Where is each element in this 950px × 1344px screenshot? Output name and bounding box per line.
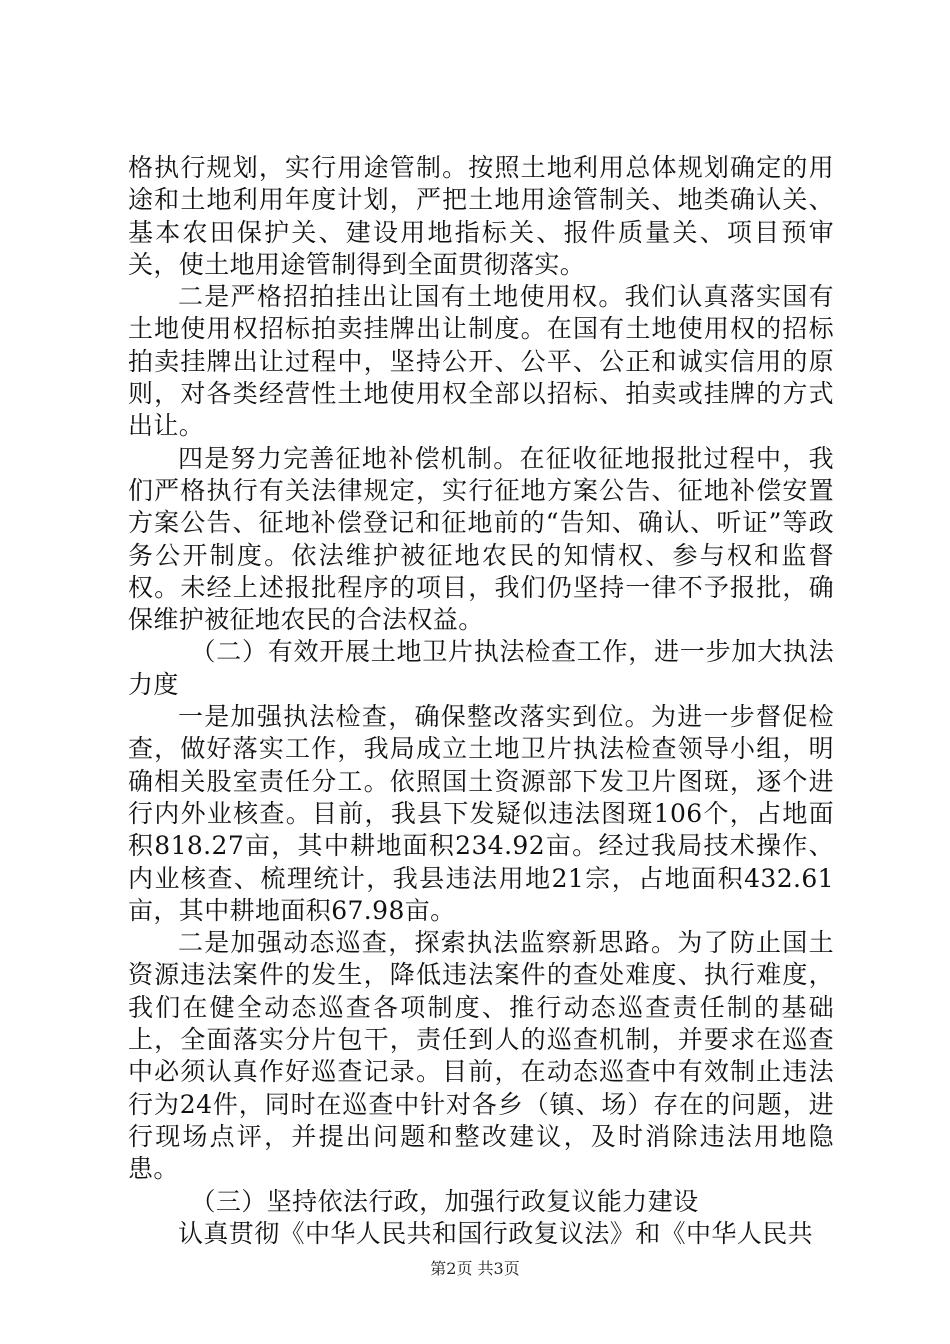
section-heading-3: （三）坚持依法行政，加强行政复议能力建设 (190, 1186, 699, 1216)
paragraph-dynamic-patrol: 二是加强动态巡查，探索执法监察新思路。为了防止国土资源违法案件的发生，降低违法案件的查处难度、执行难度，我们在健全动态巡查各项制度、推行动态巡查责任制的基础上，全面落实分片包干，责任到人的巡查机制，并要求在巡查中必须认真作好巡查记录。目前，在动态巡查中有效制止违法行为24件，同时在巡查中针对各乡（镇、场）存在的问题，进行现场点评，并提出问题和整改建议，及时消除违法用地隐患。 (128, 928, 834, 1184)
paragraph-administrative-review: 认真贯彻《中华人民共和国行政复议法》和《中华人民共 (178, 1218, 814, 1248)
paragraph-law-enforcement-inspection: 一是加强执法检查，确保整改落实到位。为进一步督促检查，做好落实工作，我局成立土地卫片执法检查领导小组，明确相关股室责任分工。依照国土资源部下发卫片图斑，逐个进行内外业核查。目前，我县下发疑似违法图斑106个，占地面积818.27亩，其中耕地面积234.92亩。经过我局技术操作、内业核查、梳理统计，我县违法用地21宗，占地面积432.61亩，其中耕地面积67.98亩。 (128, 702, 834, 925)
document-body (128, 152, 834, 1250)
page-number-footer: 第2页 共3页 (430, 1259, 520, 1278)
paragraph-continuation: 格执行规划，实行用途管制。按照土地利用总体规划确定的用途和土地利用年度计划，严把土地用途管制关、地类确认关、基本农田保护关、建设用地指标关、报件质量关、项目预审关，使土地用途管制得到全面贯彻落实。 (128, 153, 834, 279)
paragraph-compensation-mechanism: 四是努力完善征地补偿机制。在征收征地报批过程中，我们严格执行有关法律规定，实行征地方案公告、征地补偿安置方案公告、征地补偿登记和征地前的“告知、确认、听证”等政务公开制度。依法维护被征地农民的知情权、参与权和监督权。未经上述报批程序的项目，我们仍坚持一律不予报批，确保维护被征地农民的合法权益。 (128, 443, 834, 635)
paragraph-bidding-auction: 二是严格招拍挂出让国有土地使用权。我们认真落实国有土地使用权招标拍卖挂牌出让制度。在国有土地使用权的招标拍卖挂牌出让过程中，坚持公开、公平、公正和诚实信用的原则，对各类经营性土地使用权全部以招标、拍卖或挂牌的方式出让。 (128, 282, 834, 441)
section-heading-2: （二）有效开展土地卫片执法检查工作，进一步加大执法力度 (128, 637, 834, 699)
